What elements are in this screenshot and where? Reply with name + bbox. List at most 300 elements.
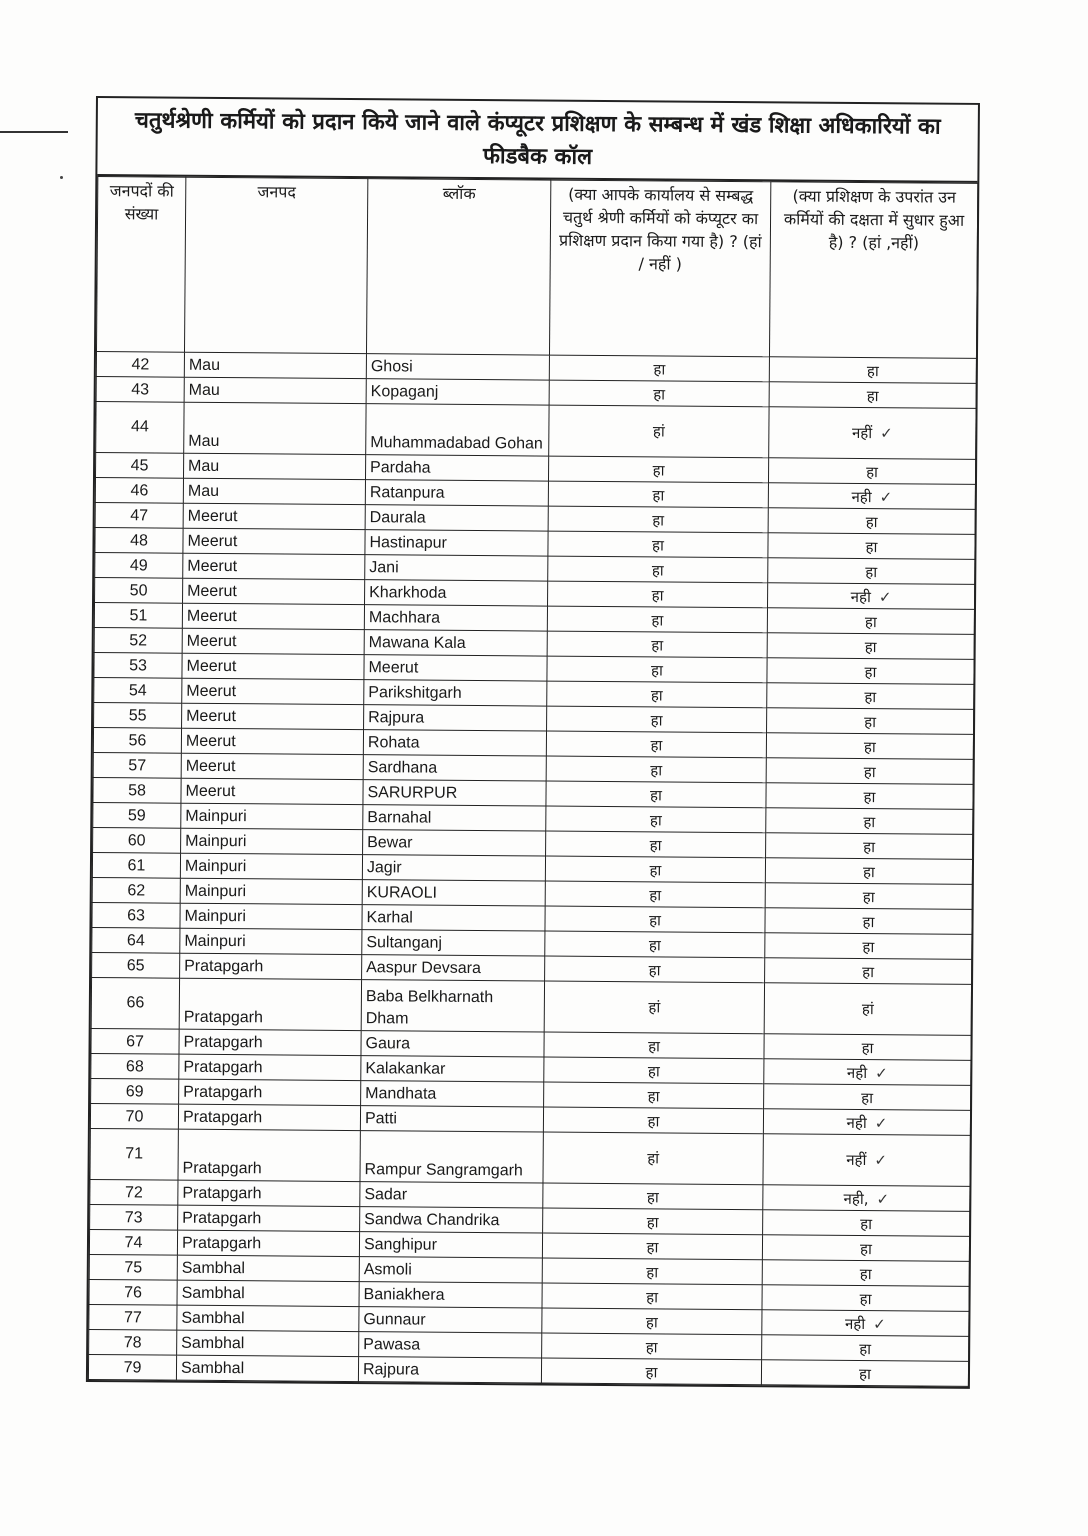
row-number-text: 65 <box>126 957 145 975</box>
row-number-text: 62 <box>127 882 146 900</box>
tick-mark-icon: ✓ <box>873 1315 886 1334</box>
row-skill-improved-text: हा <box>866 362 879 381</box>
row-block <box>363 755 546 781</box>
row-skill-improved <box>768 558 975 585</box>
row-skill-improved <box>761 1360 968 1387</box>
row-training-given <box>546 731 766 758</box>
row-skill-improved <box>765 958 972 985</box>
row-district <box>178 1205 360 1231</box>
row-district-text: Sambhal <box>181 1309 245 1328</box>
row-block-text: Rajpura <box>362 1361 420 1379</box>
row-training-given-text: हा <box>652 461 665 480</box>
row-training-given <box>543 1208 763 1235</box>
row-district-text: Meerut <box>186 682 237 701</box>
row-number-text: 50 <box>129 582 148 600</box>
row-number-text: 76 <box>124 1284 143 1302</box>
row-training-given <box>543 1107 763 1134</box>
row-skill-improved <box>767 708 974 735</box>
document-title: चतुर्थश्रेणी कर्मियों को प्रदान किये जाने वाले कंप्यूटर प्रशिक्षण के सम्बन्ध में खंड शिक्षा अधिकारियों का फीडबैक कॉल <box>97 98 978 183</box>
row-training-given <box>547 631 767 658</box>
row-skill-improved-text: हा <box>863 738 876 757</box>
row-number <box>96 453 184 479</box>
row-skill-improved-text: नही <box>846 1113 867 1133</box>
row-number-text: 71 <box>125 1145 144 1163</box>
row-district-text: Sambhal <box>180 1359 245 1378</box>
row-district <box>180 903 362 929</box>
row-skill-improved-text: हा <box>863 763 876 782</box>
row-block-text: Rajpura <box>368 709 425 727</box>
row-block <box>361 1031 544 1057</box>
row-district <box>179 1079 361 1105</box>
tick-mark-icon: ✓ <box>878 588 892 607</box>
row-district-text: Pratapgarh <box>183 1008 264 1027</box>
row-number-text: 55 <box>128 707 147 725</box>
row-skill-improved-text: हा <box>865 538 878 557</box>
row-skill-improved-text: हा <box>864 713 877 732</box>
row-block-text: Pardaha <box>370 459 431 477</box>
row-district <box>182 678 364 704</box>
row-district <box>184 377 366 403</box>
row-skill-improved-text: हा <box>858 1365 871 1384</box>
row-district <box>184 352 366 378</box>
row-number-text: 53 <box>129 657 147 675</box>
row-skill-improved <box>766 758 973 785</box>
row-district <box>181 728 363 754</box>
row-block <box>359 1282 542 1308</box>
row-number-text: 73 <box>124 1209 143 1227</box>
row-block <box>364 680 547 706</box>
row-district <box>184 402 366 454</box>
row-number <box>89 1229 177 1255</box>
row-training-given-text: हा <box>650 711 663 730</box>
row-training-given <box>548 506 768 533</box>
row-district-text: Sambhal <box>181 1284 245 1303</box>
row-number <box>92 902 180 928</box>
row-number-text: 57 <box>128 757 147 775</box>
row-district <box>181 778 363 804</box>
row-number <box>92 927 180 953</box>
tick-mark-icon: ✓ <box>875 1064 888 1083</box>
row-number-text: 60 <box>127 832 146 850</box>
row-block-text: Jagir <box>366 859 402 877</box>
row-training-given <box>542 1283 762 1310</box>
row-number <box>95 553 183 579</box>
row-block-text: Baba Belkharnath Dham <box>365 988 494 1028</box>
table-body <box>88 352 976 1387</box>
row-block <box>366 354 549 380</box>
row-block <box>360 1106 543 1132</box>
row-skill-improved <box>768 583 975 610</box>
row-number <box>96 402 184 454</box>
row-skill-improved-text: नही <box>850 587 871 607</box>
row-skill-improved <box>762 1310 969 1337</box>
row-training-given-text: हा <box>646 1238 659 1257</box>
header-district: जनपद <box>184 177 367 353</box>
row-training-given-text: हा <box>645 1363 658 1382</box>
row-district-text: Sambhal <box>181 1334 245 1353</box>
row-district-text: Mainpuri <box>185 832 247 851</box>
row-district <box>183 478 365 504</box>
row-skill-improved <box>767 658 974 685</box>
row-skill-improved-text: हा <box>866 463 879 482</box>
row-training-given-text: हा <box>649 836 662 855</box>
row-district <box>177 1255 359 1281</box>
row-district <box>177 1330 359 1356</box>
row-number <box>93 777 181 803</box>
row-district <box>177 1305 359 1331</box>
row-skill-improved-text: हा <box>859 1340 872 1359</box>
row-block-text: Sadar <box>364 1186 408 1204</box>
row-district <box>179 1054 361 1080</box>
row-skill-improved-text: हा <box>863 838 876 857</box>
row-training-given <box>546 781 766 808</box>
row-training-given <box>543 1183 763 1210</box>
row-number <box>94 603 182 629</box>
tick-mark-icon: ✓ <box>880 424 893 443</box>
row-block-text: SARURPUR <box>367 784 458 802</box>
row-training-given <box>544 1032 764 1059</box>
row-training-given-text: हा <box>651 561 664 580</box>
row-block <box>365 505 548 531</box>
row-training-given <box>548 556 768 583</box>
row-number <box>92 877 180 903</box>
row-skill-improved-text: नही, <box>843 1189 869 1209</box>
row-training-given <box>549 405 769 458</box>
row-block-text: Gunnaur <box>363 1311 426 1329</box>
row-block <box>364 705 547 731</box>
row-skill-improved <box>764 1059 971 1086</box>
row-skill-improved-text: हा <box>862 938 875 957</box>
row-district-text: Meerut <box>187 582 237 601</box>
row-block-text: Machhara <box>368 609 441 627</box>
row-skill-improved <box>762 1285 969 1312</box>
row-block-text: Sardhana <box>367 759 438 777</box>
row-block <box>362 855 545 881</box>
row-training-given-text: हा <box>653 360 666 379</box>
row-block <box>366 404 549 456</box>
row-block-text: Sultanganj <box>366 934 443 952</box>
row-training-given <box>548 456 768 483</box>
row-training-given <box>545 906 765 933</box>
row-number-text: 49 <box>129 557 148 575</box>
row-number-text: 63 <box>127 907 146 925</box>
row-block <box>365 555 548 581</box>
row-block <box>365 480 548 506</box>
row-number-text: 48 <box>130 532 148 550</box>
row-district <box>180 928 362 954</box>
row-block <box>363 805 546 831</box>
row-number-text: 77 <box>123 1309 142 1327</box>
row-skill-improved <box>763 1109 970 1136</box>
row-block <box>359 1257 542 1283</box>
row-skill-improved-text: नही <box>851 487 872 507</box>
row-skill-improved <box>764 983 971 1036</box>
row-skill-improved <box>762 1335 969 1362</box>
row-block <box>360 1182 543 1208</box>
row-district-text: Meerut <box>187 532 238 551</box>
row-number-text: 58 <box>128 782 147 800</box>
row-number <box>96 352 184 378</box>
row-number <box>89 1279 177 1305</box>
row-training-given <box>548 481 768 508</box>
row-block <box>365 580 548 606</box>
row-skill-improved <box>769 357 976 384</box>
row-training-given-text: हा <box>649 886 662 905</box>
row-skill-improved <box>766 783 973 810</box>
row-number <box>94 653 182 679</box>
row-block-text: Parikshitgarh <box>368 684 462 702</box>
row-training-given-text: हा <box>646 1263 659 1282</box>
row-number-text: 75 <box>124 1259 143 1277</box>
row-number <box>92 952 180 978</box>
row-training-given <box>542 1308 762 1335</box>
row-skill-improved-text: हा <box>860 1215 873 1234</box>
row-number <box>89 1254 177 1280</box>
row-block-text: Kalakankar <box>365 1060 446 1078</box>
row-district <box>177 1230 359 1256</box>
row-training-given <box>546 806 766 833</box>
row-skill-improved-text: हा <box>864 688 877 707</box>
row-block <box>360 1131 543 1183</box>
row-number-text: 47 <box>130 507 149 525</box>
row-skill-improved-text: हा <box>861 1039 874 1058</box>
row-skill-improved <box>762 1235 969 1262</box>
row-number <box>90 1204 178 1230</box>
row-block-text: Kopaganj <box>370 383 439 401</box>
row-district-text: Pratapgarh <box>182 1108 263 1127</box>
row-skill-improved <box>763 1185 970 1212</box>
row-number-text: 79 <box>123 1359 142 1377</box>
row-district <box>178 1104 360 1130</box>
row-block <box>365 530 548 556</box>
row-block-text: Kharkhoda <box>369 584 447 602</box>
row-number <box>90 1103 178 1129</box>
row-district <box>181 828 363 854</box>
row-training-given <box>544 1082 764 1109</box>
row-district-text: Mainpuri <box>184 857 247 876</box>
header-skill-improved: (क्या प्रशिक्षण के उपरांत उन कर्मियों की दक्षता में सुधार हुआ है) ? (हां ,नहीं) <box>769 182 977 359</box>
row-district <box>181 803 363 829</box>
row-skill-improved-text: हा <box>859 1265 872 1284</box>
row-number <box>95 578 183 604</box>
row-district-text: Mau <box>188 356 221 374</box>
row-training-given-text: हा <box>648 1037 661 1056</box>
row-district <box>182 653 364 679</box>
row-skill-improved-text: हा <box>864 638 877 657</box>
row-block <box>363 830 546 856</box>
row-number <box>93 827 181 853</box>
row-number-text: 72 <box>124 1184 143 1202</box>
row-skill-improved-text: हा <box>865 513 878 532</box>
row-training-given-text: हा <box>650 736 663 755</box>
row-training-given-text: हां <box>652 422 665 441</box>
row-training-given-text: हा <box>647 1087 660 1106</box>
feedback-table <box>88 176 978 1387</box>
row-block-text: Mawana Kala <box>368 634 466 652</box>
row-training-given <box>543 1132 763 1185</box>
row-number <box>93 802 181 828</box>
row-training-given <box>545 931 765 958</box>
row-district-text: Mainpuri <box>184 907 246 926</box>
row-block-text: Rohata <box>367 734 420 752</box>
row-block-text: Meerut <box>368 659 419 677</box>
row-training-given-text: हा <box>647 1112 660 1131</box>
row-district-text: Pratapgarh <box>182 1159 262 1178</box>
row-training-given-text: हा <box>651 536 664 555</box>
row-block <box>364 630 547 656</box>
row-block <box>362 955 545 981</box>
row-district-text: Mau <box>187 482 220 500</box>
row-district-text: Meerut <box>186 707 236 726</box>
row-number <box>92 852 180 878</box>
row-district <box>179 1029 361 1055</box>
row-district <box>183 553 365 579</box>
header-block: ब्लॉक <box>366 179 550 355</box>
row-skill-improved-text: हा <box>863 813 876 832</box>
row-training-given-text: हा <box>645 1338 658 1357</box>
row-skill-improved <box>767 683 974 710</box>
row-training-given-text: हा <box>651 586 664 605</box>
table-row <box>96 402 976 460</box>
row-number <box>88 1354 176 1380</box>
row-training-given-text: हा <box>651 611 664 630</box>
row-training-given-text: हा <box>650 761 663 780</box>
row-district-text: Pratapgarh <box>184 957 264 976</box>
row-training-given-text: हा <box>653 385 666 404</box>
row-block <box>363 780 546 806</box>
row-skill-improved-text: हा <box>862 863 875 882</box>
row-skill-improved-text: हा <box>864 663 877 682</box>
row-skill-improved <box>767 608 974 635</box>
row-block-text: Mandhata <box>365 1085 437 1103</box>
row-skill-improved-text: हा <box>865 563 878 582</box>
row-skill-improved <box>763 1210 970 1237</box>
row-number <box>95 503 183 529</box>
row-district-text: Pratapgarh <box>183 1033 263 1052</box>
row-number <box>89 1329 177 1355</box>
row-block <box>363 730 546 756</box>
row-training-given-text: हा <box>652 486 665 505</box>
row-district <box>180 953 362 979</box>
row-skill-improved <box>765 933 972 960</box>
row-district-text: Mainpuri <box>184 932 246 951</box>
row-block-text: Gaura <box>365 1035 411 1053</box>
row-number-text: 68 <box>125 1058 144 1076</box>
row-number <box>91 1053 179 1079</box>
row-number <box>90 1128 178 1180</box>
row-district <box>184 453 366 479</box>
row-district-text: Meerut <box>186 632 237 651</box>
row-number <box>93 728 181 754</box>
row-skill-improved <box>765 858 972 885</box>
row-training-given <box>549 380 769 407</box>
row-block-text: Ratanpura <box>369 484 445 502</box>
row-block <box>366 379 549 405</box>
row-number <box>93 752 181 778</box>
row-training-given <box>544 1057 764 1084</box>
row-number <box>94 703 182 729</box>
header-training-given: (क्या आपके कार्यालय से सम्बद्ध चतुर्थ श्रेणी कर्मियों को कंप्यूटर का प्रशिक्षण प्रदान किया गया है) ? (हां / नहीं ) <box>549 180 770 357</box>
row-block-text: Patti <box>364 1110 398 1128</box>
row-number-text: 78 <box>123 1334 142 1352</box>
row-block-text: Bewar <box>367 834 413 852</box>
row-district-text: Mau <box>188 457 220 475</box>
row-district-text: Pratapgarh <box>182 1184 262 1203</box>
row-district-text: Meerut <box>185 757 236 776</box>
row-skill-improved <box>768 508 975 535</box>
row-district <box>180 853 362 879</box>
row-training-given <box>546 756 766 783</box>
row-number-text: 43 <box>131 381 150 399</box>
row-number-text: 66 <box>126 994 145 1012</box>
row-district-text: Sambhal <box>181 1259 246 1278</box>
row-district <box>178 1129 360 1181</box>
row-training-given-text: हा <box>646 1213 659 1232</box>
row-block-text: Aaspur Devsara <box>366 959 481 978</box>
row-block <box>359 1332 542 1358</box>
row-training-given-text: हा <box>648 961 661 980</box>
row-block <box>362 880 545 906</box>
row-district-text: Pratapgarh <box>181 1234 262 1253</box>
row-district <box>177 1280 359 1306</box>
row-training-given <box>544 981 764 1034</box>
tick-mark-icon: ✓ <box>876 1190 890 1209</box>
row-training-given <box>542 1333 762 1360</box>
row-block <box>361 1056 544 1082</box>
row-training-given <box>547 656 767 683</box>
row-skill-improved <box>769 407 976 460</box>
row-number-text: 67 <box>126 1033 145 1051</box>
row-skill-improved-text: नही <box>844 1314 866 1334</box>
row-number <box>91 1028 179 1054</box>
row-number-text: 51 <box>129 607 148 625</box>
row-number-text: 61 <box>127 857 146 875</box>
row-skill-improved <box>765 908 972 935</box>
row-training-given <box>548 581 768 608</box>
row-district-text: Mainpuri <box>185 807 247 826</box>
row-skill-improved-text: हा <box>861 1089 874 1108</box>
row-district-text: Meerut <box>186 607 237 626</box>
row-training-given-text: हा <box>650 661 663 680</box>
row-number-text: 52 <box>129 632 148 650</box>
row-district-text: Pratapgarh <box>183 1083 263 1102</box>
row-district <box>179 978 361 1030</box>
row-training-given <box>547 706 767 733</box>
row-block-text: Asmoli <box>363 1261 412 1279</box>
row-training-given-text: हा <box>651 636 664 655</box>
row-district <box>180 878 362 904</box>
row-district-text: Meerut <box>186 657 237 676</box>
row-training-given-text: हा <box>649 861 662 880</box>
header-count: जनपदों की संख्या <box>96 177 185 353</box>
row-district-text: Meerut <box>187 507 238 526</box>
row-skill-improved-text: हा <box>863 788 876 807</box>
row-training-given-text: हा <box>645 1313 658 1332</box>
row-block <box>361 980 544 1032</box>
row-district <box>183 503 365 529</box>
row-training-given <box>542 1258 762 1285</box>
row-block <box>360 1207 543 1233</box>
row-training-given <box>546 831 766 858</box>
row-number-text: 74 <box>124 1234 143 1252</box>
row-skill-improved-text: हां <box>861 1000 874 1019</box>
row-training-given-text: हा <box>648 936 661 955</box>
row-number-text: 42 <box>131 356 150 374</box>
row-number-text: 54 <box>128 682 147 700</box>
row-number-text: 64 <box>126 932 145 950</box>
row-district-text: Pratapgarh <box>183 1058 263 1077</box>
row-block-text: Sanghipur <box>363 1236 438 1254</box>
